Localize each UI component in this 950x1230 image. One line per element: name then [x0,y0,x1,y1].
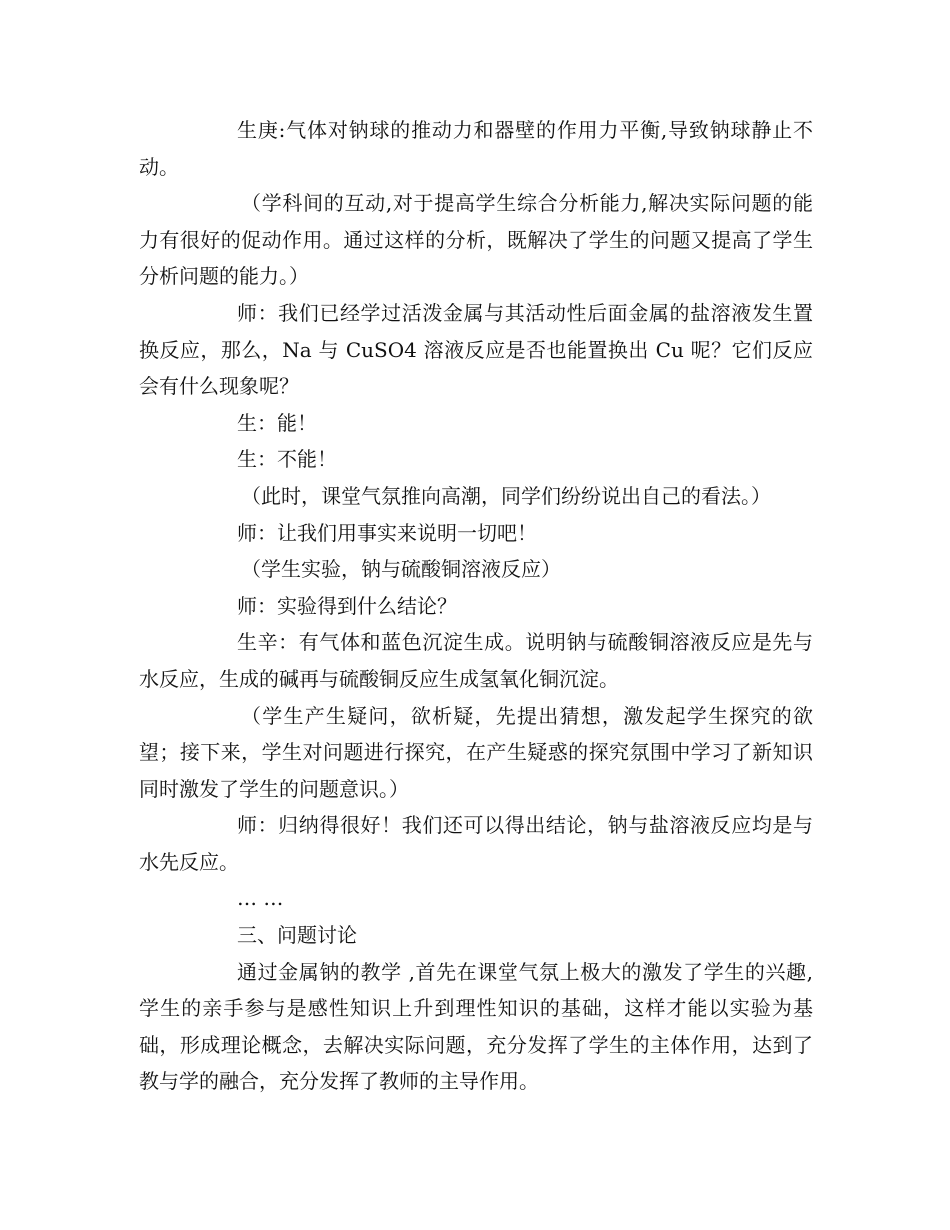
paragraph-note-climax: （此时，课堂气氛推向高潮，同学们纷纷说出自己的看法。） [241,483,771,508]
paragraph-teacher-question: 师：我们已经学过活泼金属与其活动性后面金属的盐溶液发生置换反应，那么，Na 与 CuSO4 溶液反应是否也能置换出 Cu 呢？它们反应会有什么现象呢？ [139,300,813,399]
paragraph-teacher-conclusion-question: 师：实验得到什么结论？ [237,593,457,618]
paragraph-note-inquiry: （学生产生疑问，欲析疑，先提出猜想，激发起学生探究的欲望；接下来，学生对问题进行探究，在产生疑惑的探究氛围中学习了新知识同时激发了学生的问题意识。） [139,703,813,801]
paragraph-discussion-body: 通过金属钠的教学 ,首先在课堂气氛上极大的激发了学生的兴趣,学生的亲手参与是感性知识上升到理性知识的基础，这样才能以实验为基础，形成理论概念，去解决实际问题，充分发挥了学生的主体作用，达到了教与学的融合，充分发挥了教师的主导作用。 [139,959,813,1094]
paragraph-student-xin: 生辛：有气体和蓝色沉淀生成。说明钠与硫酸铜溶液反应是先与水反应，生成的碱再与硫酸铜反应生成氢氧化铜沉淀。 [139,630,813,691]
paragraph-note-experiment: （学生实验，钠与硫酸铜溶液反应） [241,557,561,582]
paragraph-student-geng: 生庚:气体对钠球的推动力和器壁的作用力平衡,导致钠球静止不动。 [139,118,813,179]
paragraph-teacher-facts: 师：让我们用事实来说明一切吧！ [237,520,537,545]
paragraph-student-yes: 生：能！ [237,410,317,435]
paragraph-student-no: 生：不能！ [237,447,337,472]
paragraph-ellipsis: … … [237,886,284,911]
document-body [139,112,813,1100]
paragraph-note-interdisciplinary: （学科间的互动,对于提高学生综合分析能力,解决实际问题的能力有很好的促动作用。通过这样的分析，既解决了学生的问题又提高了学生分析问题的能力。） [139,191,813,289]
paragraph-teacher-summary: 师：归纳得很好！我们还可以得出结论，钠与盐溶液反应均是与水先反应。 [139,813,813,874]
section-heading-discussion: 三、问题讨论 [237,923,357,948]
